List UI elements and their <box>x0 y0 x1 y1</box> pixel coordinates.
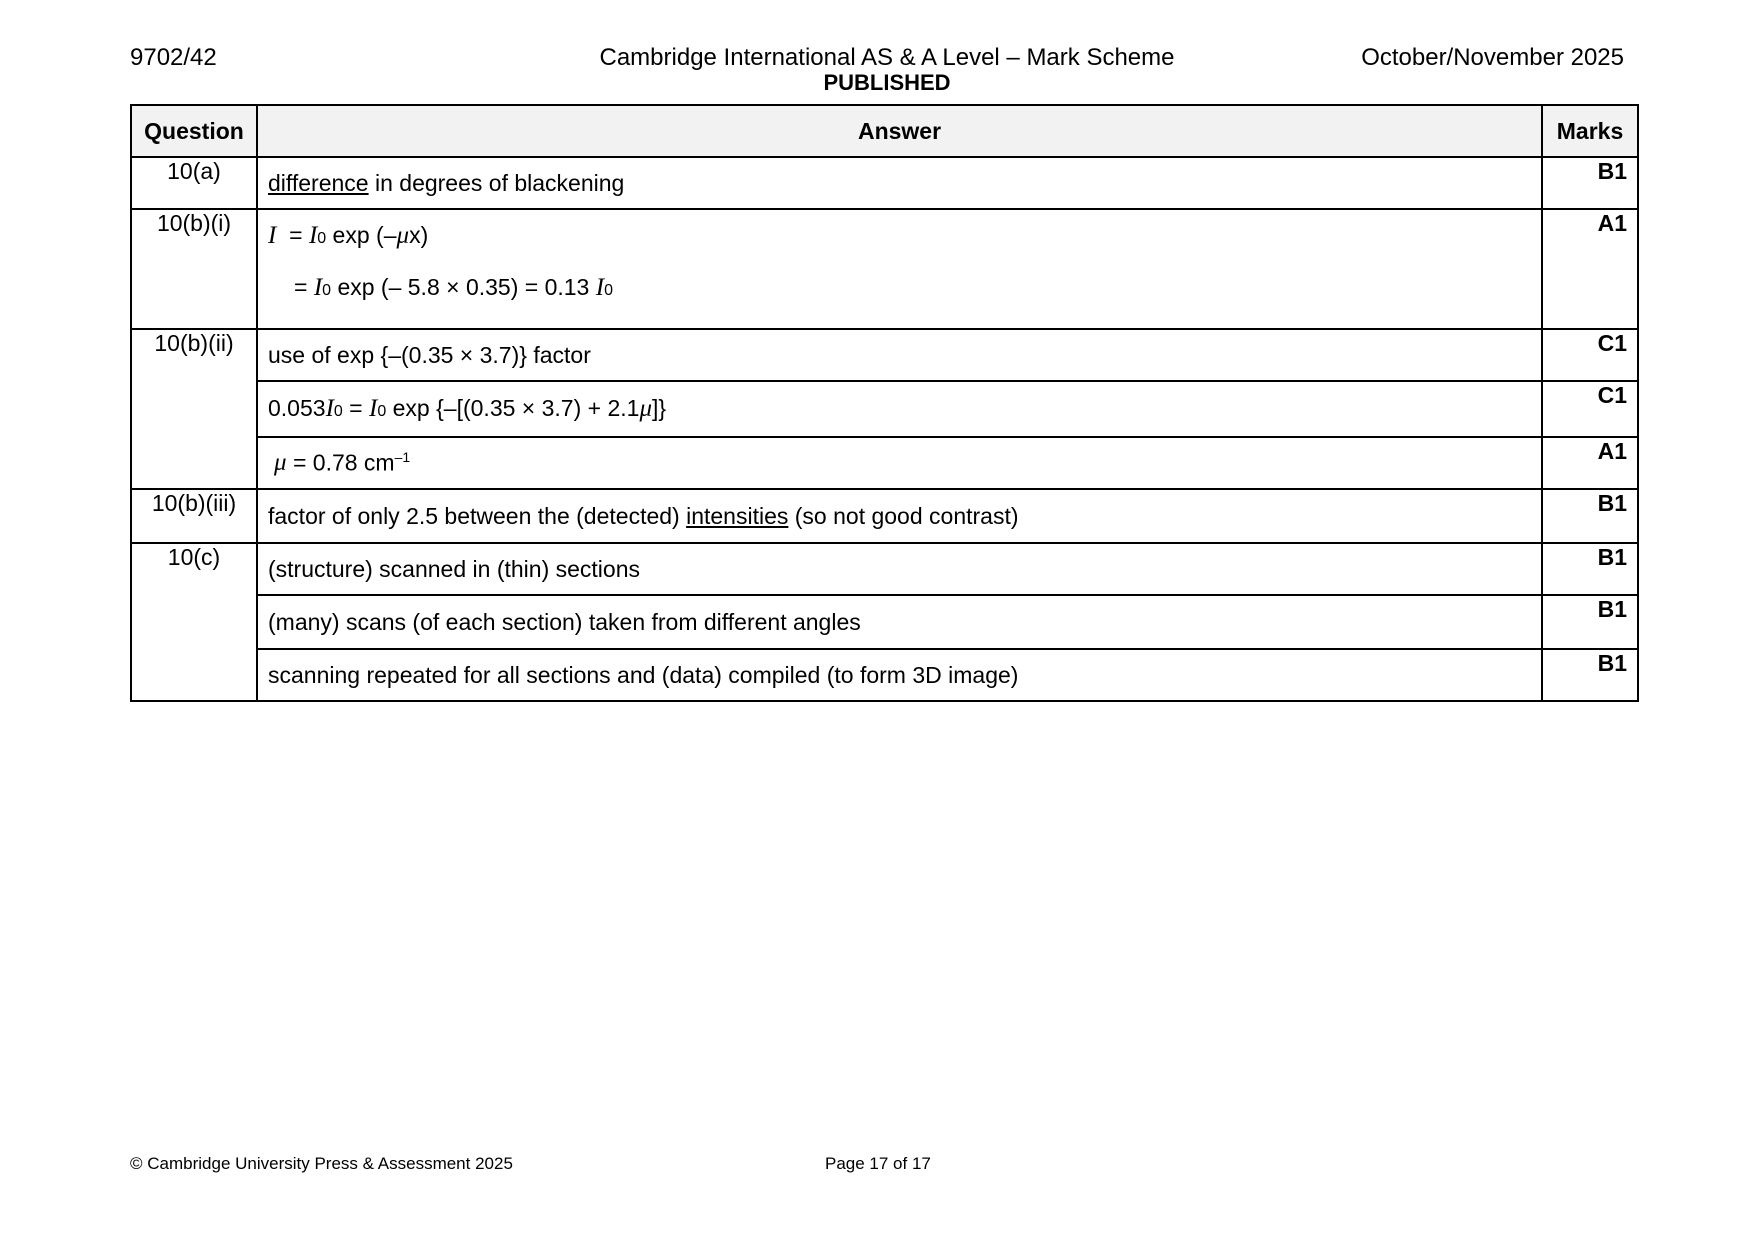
table-row <box>131 329 1638 381</box>
underlined-term: intensities <box>686 502 789 529</box>
table-row <box>131 649 1638 701</box>
copyright-notice: © Cambridge University Press & Assessment 2025 <box>130 1154 513 1173</box>
mark-cell: A1 <box>1542 209 1638 329</box>
answer-cell: (many) scans (of each section) taken from different angles <box>257 595 1542 649</box>
answer-cell: (structure) scanned in (thin) sections <box>257 543 1542 595</box>
mark-cell: C1 <box>1542 329 1638 381</box>
answer-cell: use of exp {–(0.35 × 3.7)} factor <box>257 329 1542 381</box>
underlined-term: difference <box>268 169 369 196</box>
mark-cell: B1 <box>1542 543 1638 595</box>
page-number: Page 17 of 17 <box>825 1154 931 1173</box>
mark-cell: C1 <box>1542 381 1638 437</box>
question-number: 10(b)(iii) <box>131 489 257 543</box>
answer-cell: μ = 0.78 $cm^{-1}$ <box>257 437 1542 489</box>
table-row <box>131 595 1638 649</box>
question-number: 10(a) <box>131 157 257 209</box>
table-row <box>131 437 1638 489</box>
mark-cell: B1 <box>1542 595 1638 649</box>
table-row <box>131 489 1638 543</box>
mark-cell: B1 <box>1542 157 1638 209</box>
mark-cell: B1 <box>1542 489 1638 543</box>
table-row <box>131 157 1638 209</box>
equation-line: = I0 exp (– 5.8 × 0.35) = 0.13 I0 <box>294 274 613 301</box>
table-row <box>131 381 1638 437</box>
answer-cell: factor of only 2.5 between the (detected) intensities (so not good contrast) <box>257 489 1542 543</box>
marks-header: Marks <box>1542 105 1638 157</box>
table-row <box>131 543 1638 595</box>
answer-cell <box>257 209 1542 329</box>
question-number: 10(b)(ii) <box>131 329 257 489</box>
syllabus-code: 9702/42 <box>130 44 217 71</box>
document-title: Cambridge International AS & A Level – Mark Scheme <box>599 44 1175 71</box>
answer-cell: scanning repeated for all sections and (data) compiled (to form 3D image) <box>257 649 1542 701</box>
question-header: Question <box>131 105 257 157</box>
equation-line: I = I0 exp (–μx) <box>268 222 429 249</box>
mark-cell: A1 <box>1542 437 1638 489</box>
answer-cell: 0.053I0 = I0 exp {–[(0.35 × 3.7) + 2.1μ]} <box>257 381 1542 437</box>
answer-cell: difference in degrees of blackening <box>257 157 1542 209</box>
mark-scheme-table <box>130 104 1639 702</box>
question-number: 10(c) <box>131 543 257 701</box>
answer-header: Answer <box>257 105 1542 157</box>
table-row <box>131 209 1638 329</box>
mark-cell: B1 <box>1542 649 1638 701</box>
published-label: PUBLISHED <box>823 70 951 95</box>
exam-session: October/November 2025 <box>1361 44 1624 71</box>
table-header-row <box>131 105 1638 157</box>
question-number: 10(b)(i) <box>131 209 257 329</box>
